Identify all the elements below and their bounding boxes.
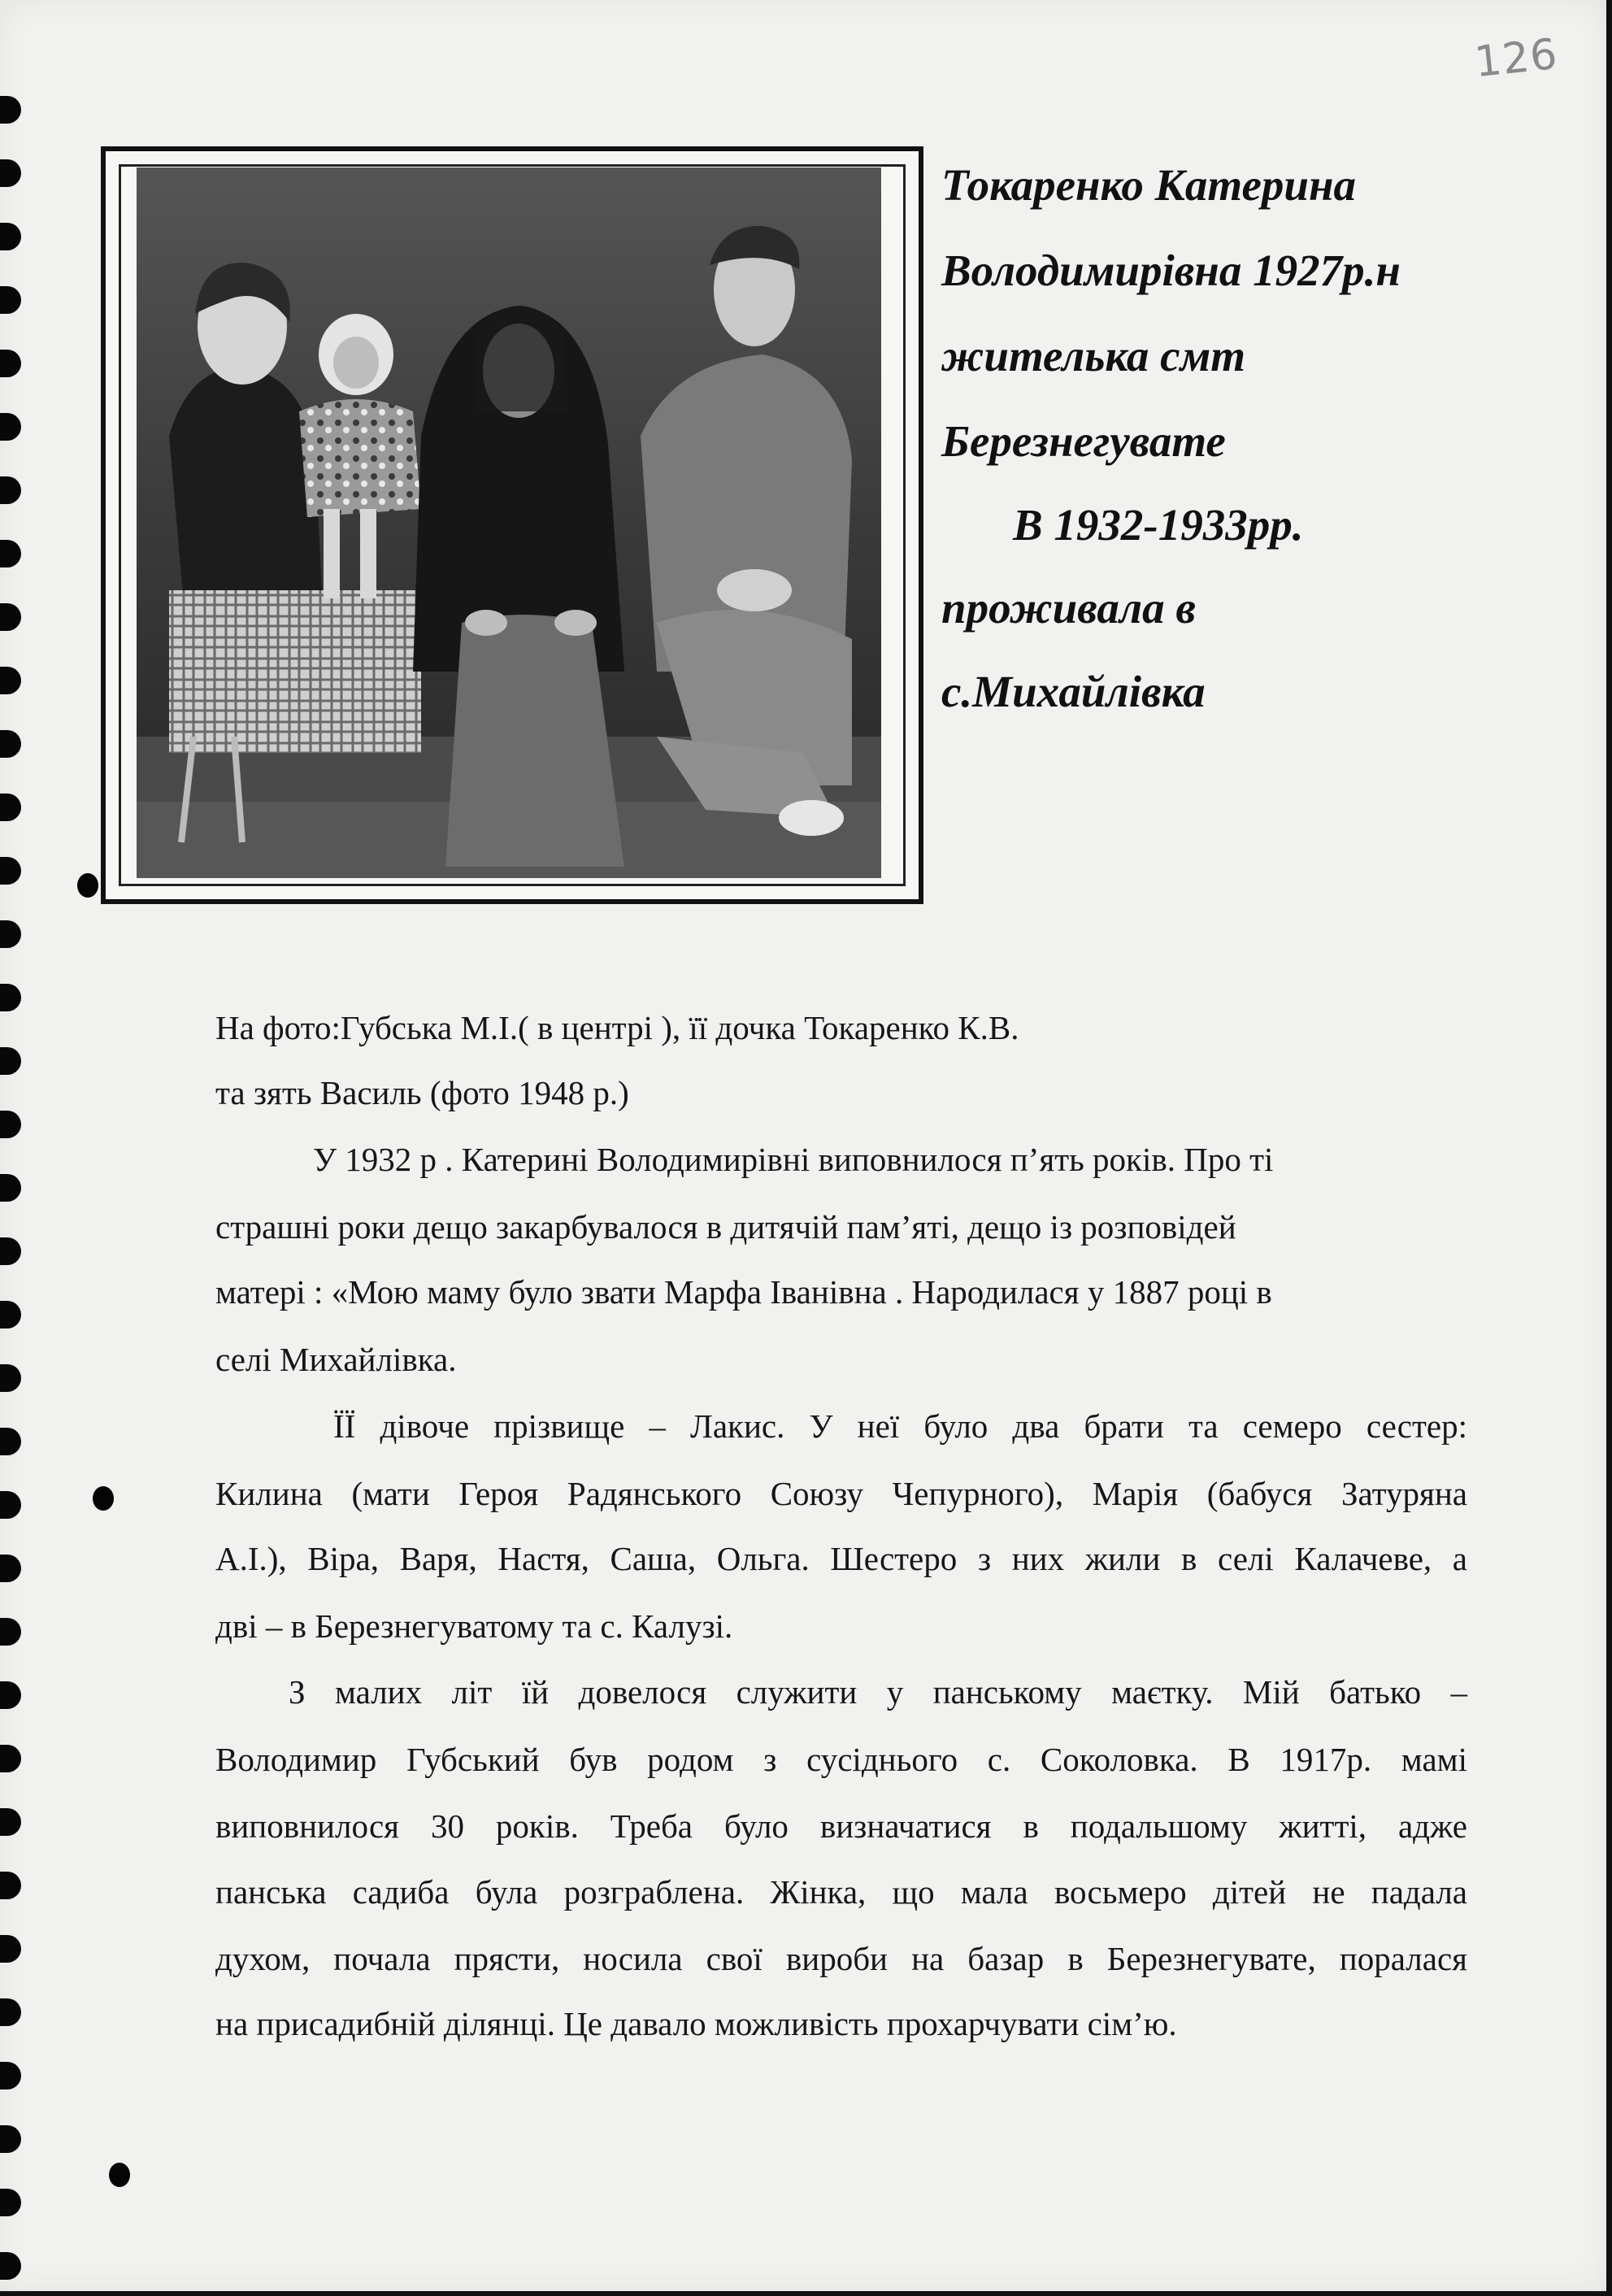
photo-caption-line: та зять Василь (фото 1948 р.)	[215, 1074, 629, 1111]
family-photo	[137, 167, 881, 878]
paragraph-line: Килина (мати Героя Радянського Союзу Чепурного), Марія (бабуся Затуряна	[215, 1475, 1467, 1512]
photo-frame	[101, 146, 923, 904]
punch-hole	[93, 1486, 114, 1511]
paragraph-line: ЇЇ дівоче прізвище – Лакис. У неї було два брати та семеро сестер:	[333, 1407, 1467, 1445]
punch-hole	[109, 2163, 130, 2187]
paragraph-line: матері : «Мою маму було звати Марфа Іванівна . Народилася у 1887 році в	[215, 1273, 1272, 1311]
paragraph-line: панська садиба була розграблена. Жінка, що мала восьмеро дітей не падала	[215, 1873, 1467, 1911]
paragraph-line: виповнилося 30 років. Треба було визначатися в подальшому житті, адже	[215, 1807, 1467, 1845]
paragraph-line: духом, почала прясти, носила свої вироби на базар в Березнегувате, поралася	[215, 1940, 1467, 1977]
spiral-binding-edge	[0, 0, 33, 2296]
paragraph-line: дві – в Березнегуватому та с. Калузі.	[215, 1607, 733, 1645]
caption-line: жителька смт	[941, 331, 1246, 380]
caption-line: Токаренко Катерина	[941, 160, 1356, 210]
photo-caption-line: На фото:Губська М.І.( в центрі ), її дочка Токаренко К.В.	[215, 1009, 1019, 1046]
caption-line: проживала в	[941, 583, 1196, 633]
caption-line: В 1932-1933рр.	[1013, 500, 1304, 550]
page-number: 126	[1471, 29, 1560, 88]
paragraph-line: на присадибній ділянці. Це давало можливість прохарчувати сім’ю.	[215, 2005, 1177, 2042]
paragraph-line: Володимир Губський був родом з сусіднього с. Соколовка. В 1917р. мамі	[215, 1741, 1467, 1778]
punch-hole	[77, 873, 98, 898]
paragraph-line: селі Михайлівка.	[215, 1341, 457, 1378]
caption-line: Володимирівна 1927р.н	[941, 246, 1401, 295]
paragraph-line: У 1932 р . Катерині Володимирівні виповнилося п’ять років. Про ті	[313, 1141, 1274, 1178]
paragraph-line: З малих літ їй довелося служити у панському маєтку. Мій батько –	[289, 1673, 1467, 1711]
paragraph-line: страшні роки дещо закарбувалося в дитячій пам’яті, дещо із розповідей	[215, 1208, 1236, 1246]
caption-line: с.Михайлівка	[941, 667, 1206, 716]
caption-line: Березнегувате	[941, 416, 1226, 466]
paragraph-line: А.І.), Віра, Варя, Настя, Саша, Ольга. Шестеро з них жили в селі Калачеве, а	[215, 1540, 1467, 1577]
